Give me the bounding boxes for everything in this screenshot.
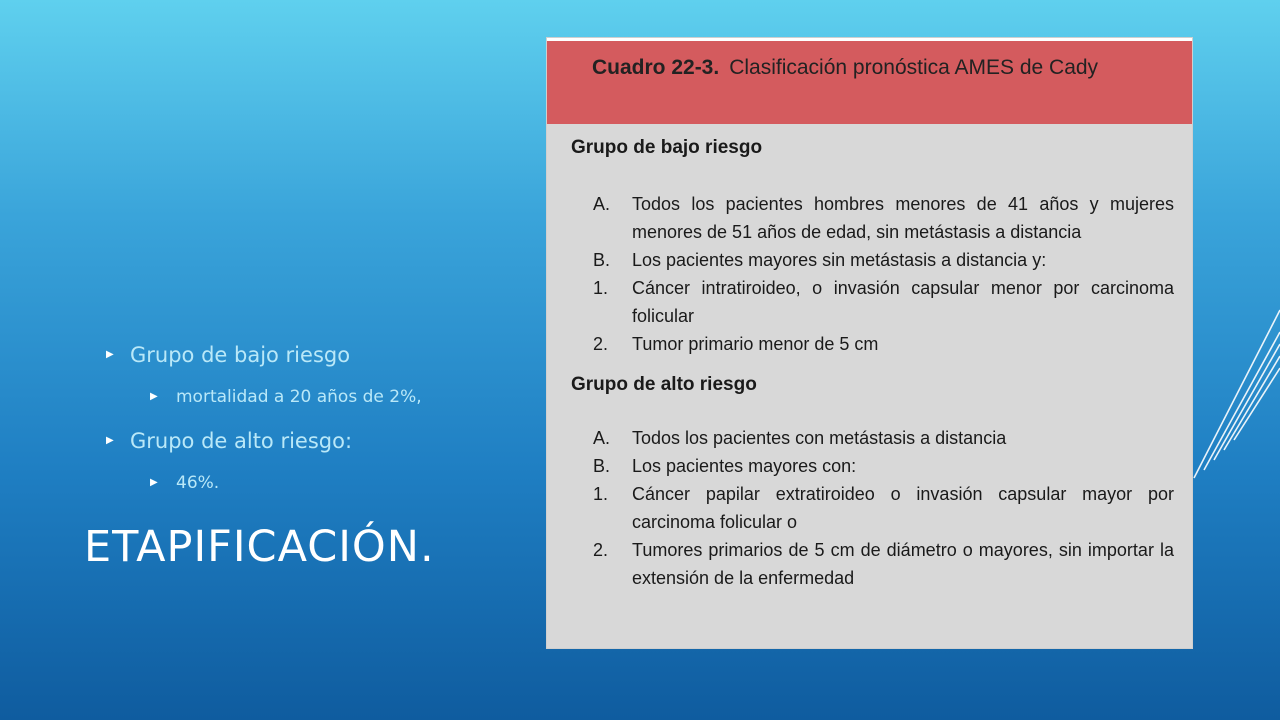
- list-item: [547, 274, 1192, 330]
- group-title-high-risk: Grupo de alto riesgo: [571, 374, 757, 395]
- item-text: Tumores primarios de 5 cm de diámetro o mayores, sin importar la extensión de la enfermedad: [632, 540, 1174, 588]
- item-label: B.: [593, 250, 611, 270]
- item-text: Todos los pacientes con metástasis a distancia: [632, 428, 1007, 448]
- bullet-text: 46%.: [176, 473, 220, 493]
- item-label: A.: [593, 194, 611, 214]
- bullet-arrow-icon: ▶: [106, 435, 114, 446]
- bullet-text: mortalidad a 20 años de 2%,: [176, 387, 422, 407]
- list-item: [547, 480, 1192, 536]
- list-item: [547, 330, 1192, 358]
- low-risk-items: [547, 190, 1192, 358]
- bullet-text: Grupo de alto riesgo:: [130, 429, 353, 453]
- item-label: B.: [593, 456, 611, 476]
- classification-table-image: [547, 38, 1192, 648]
- item-text: Tumor primario menor de 5 cm: [632, 334, 879, 354]
- item-label: A.: [593, 428, 611, 448]
- list-item: [547, 452, 1192, 480]
- bullet-item-high-risk: [104, 426, 524, 470]
- item-text: Cáncer papilar extratiroideo o invasión capsular mayor por carcinoma folicular o: [632, 484, 1174, 532]
- bullet-arrow-icon: ▶: [150, 391, 158, 402]
- slide-title: ETAPIFICACIÓN.: [84, 522, 435, 572]
- list-item: [547, 424, 1192, 452]
- table-heading: Clasificación pronóstica AMES de Cady: [729, 56, 1099, 79]
- sub-bullet-item-mortality: [104, 384, 524, 426]
- list-item: [547, 190, 1192, 246]
- item-label: 2.: [593, 540, 609, 560]
- item-text: Los pacientes mayores con:: [632, 456, 857, 476]
- sub-bullet-item-percentage: [104, 470, 524, 512]
- bullet-arrow-icon: ▶: [106, 349, 114, 360]
- decorative-diagonal-lines: [1180, 300, 1280, 500]
- item-text: Todos los pacientes hombres menores de 41 años y mujeres menores de 51 años de edad, sin metástasis a distancia: [632, 194, 1174, 242]
- item-label: 1.: [593, 278, 609, 298]
- item-text: Cáncer intratiroideo, o invasión capsular menor por carcinoma folicular: [632, 278, 1174, 326]
- item-label: 1.: [593, 484, 609, 504]
- table-number: Cuadro 22-3.: [592, 56, 720, 79]
- item-text: Los pacientes mayores sin metástasis a distancia y:: [632, 250, 1047, 270]
- table-header: [547, 41, 1192, 124]
- bullet-list: [104, 340, 524, 512]
- list-item: [547, 246, 1192, 274]
- group-title-low-risk: Grupo de bajo riesgo: [571, 137, 763, 158]
- bullet-item-low-risk: [104, 340, 524, 384]
- list-item: [547, 536, 1192, 592]
- high-risk-items: [547, 424, 1192, 592]
- bullet-arrow-icon: ▶: [150, 477, 158, 488]
- bullet-text: Grupo de bajo riesgo: [130, 343, 351, 367]
- item-label: 2.: [593, 334, 609, 354]
